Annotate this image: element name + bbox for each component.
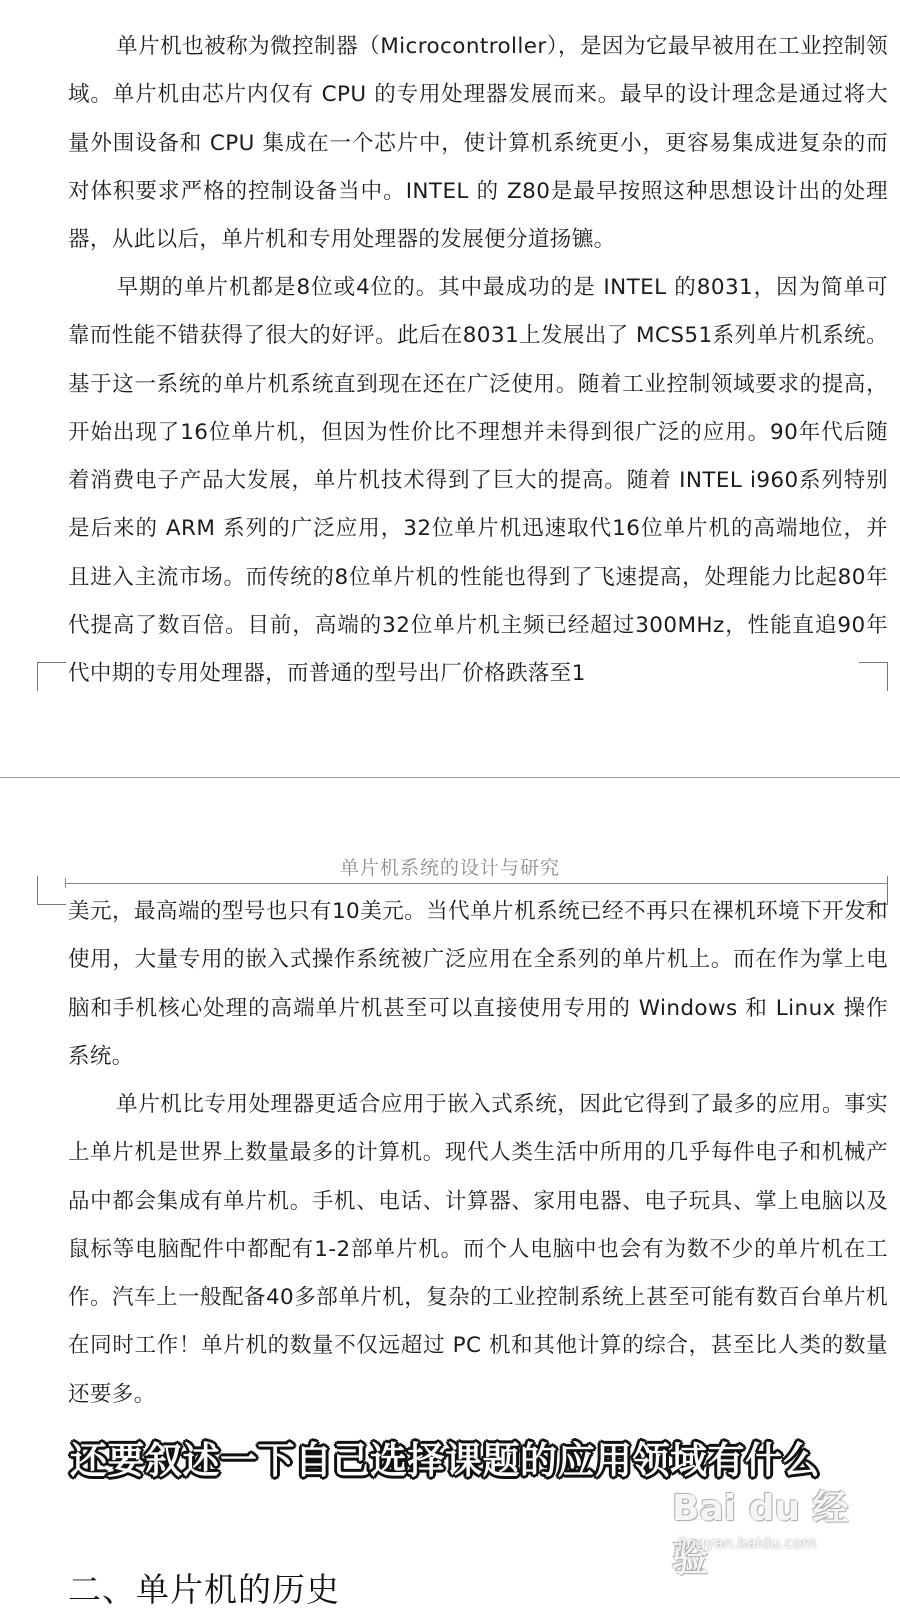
page-corner-mark <box>37 876 66 905</box>
watermark-url: jingyan.baidu.com <box>678 1534 817 1552</box>
page-separator <box>0 777 900 778</box>
paragraph-applications: 单片机比专用处理器更适合应用于嵌入式系统，因此它得到了最多的应用。事实上单片机是世界上数量最多的计算机。现代人类生活中所用的几乎每件电子和机械产品中都会集成有单片机。手机、电话、计算器、家用电器、电子玩具、掌上电脑以及鼠标等电脑配件中都配有1-2部单片机。而个人电脑中也会有为数不少的单片机在工作。汽车上一般配备40多部单片机，复杂的工业控制系统上甚至可能有数百台单片机在同时工作！单片机的数量不仅远超过 PC 机和其他计算的综合，甚至比人类的数量还要多。 <box>68 1092 888 1407</box>
paragraph-early-history: 早期的单片机都是8位或4位的。其中最成功的是 INTEL 的8031，因为简单可靠而性能不错获得了很大的好评。此后在8031上发展出了 MCS51系列单片机系统。基于这一系统的单片机系统直到现在还在广泛使用。随着工业控制领域要求的提高，开始出现了16位单片机，但因为性价比不理想并未得到很广泛的应用。90年代后随着消费电子产品大发展，单片机技术得到了巨大的提高。随着 INTEL i960系列特别是后来的 ARM 系列的广泛应用，32位单片机迅速取代16位单片机的高端地位，并且进入主流市场。而传统的8位单片机的性能也得到了飞速提高，处理能力比起80年代提高了数百倍。目前，高端的32位单片机主频已经超过300MHz，性能直追90年代中期的专用处理器，而普通的型号出厂价格跌落至1 <box>68 275 888 687</box>
video-caption: 还要叙述一下自己选择课题的应用领域有什么 <box>70 1439 820 1482</box>
document-page-top <box>0 0 900 777</box>
page-corner-mark <box>859 662 888 691</box>
page-corner-mark <box>37 662 66 691</box>
baidu-jingyan-watermark <box>672 1480 872 1580</box>
paragraph-intro: 单片机也被称为微控制器（Microcontroller），是因为它最早被用在工业控制领域。单片机由芯片内仅有 CPU 的专用处理器发展而来。最早的设计理念是通过将大量外围设备和 CPU 集成在一个芯片中，使计算机系统更小，更容易集成进复杂的而对体积要求严格的控制设备当中。INTEL 的 Z80是最早按照这种思想设计出的处理器，从此以后，单片机和专用处理器的发展便分道扬镳。 <box>68 34 888 253</box>
paragraph-continued: 美元，最高端的型号也只有10美元。当代单片机系统已经不再只在裸机环境下开发和使用，大量专用的嵌入式操作系统被广泛应用在全系列的单片机上。而在作为掌上电脑和手机核心处理的高端单片机甚至可以直接使用专用的 Windows 和 Linux 操作系统。 <box>68 899 888 1069</box>
running-header: 单片机系统的设计与研究 <box>339 857 560 879</box>
section-heading: 二、单片机的历史 <box>68 1570 340 1610</box>
header-rule <box>65 883 888 884</box>
watermark-logo: Bai du 经验 <box>672 1488 849 1580</box>
